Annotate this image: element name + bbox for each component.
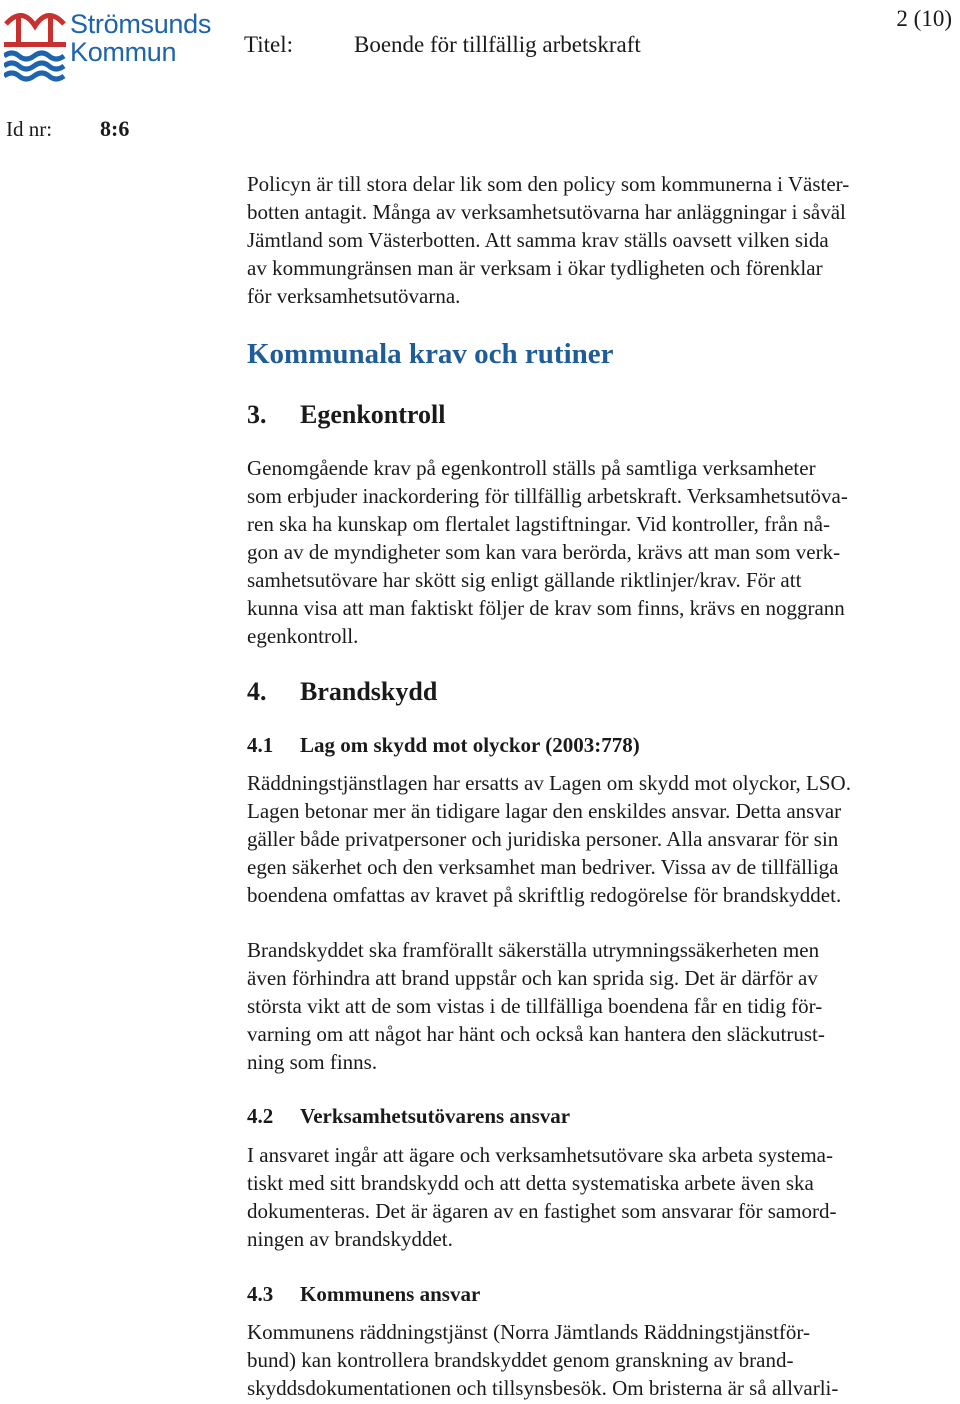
document-title: Boende för tillfällig arbetskraft: [354, 32, 641, 57]
text-line: gäller både privatpersoner och juridiska personer. Alla ansvarar för sin: [247, 827, 839, 851]
section-4-2-paragraph: [247, 1141, 959, 1253]
text-line: ning som finns.: [247, 1050, 378, 1074]
text-line: Jämtland som Västerbotten. Att samma krav ställs oavsett vilken sida: [247, 228, 829, 252]
section-number: 3.: [247, 400, 267, 429]
heading-section-4-1: [247, 731, 640, 759]
section-4-1-paragraph: [247, 769, 959, 909]
text-line: Lagen betonar mer än tidigare lagar den enskildes ansvar. Detta ansvar: [247, 799, 842, 823]
text-line: även förhindra att brand uppstår och kan sprida sig. Det är därför av: [247, 966, 818, 990]
text-line: skyddsdokumentationen och tillsynsbesök. Om bristerna är så allvarli-: [247, 1376, 839, 1400]
text-line: Räddningstjänstlagen har ersatts av Lagen om skydd mot olyckor, LSO.: [247, 771, 851, 795]
page-indicator: 2 (10): [896, 6, 952, 31]
heading-section-4-2: [247, 1102, 570, 1130]
section-title: Verksamhetsutövarens ansvar: [300, 1104, 571, 1128]
section-title: Egenkontroll: [300, 400, 446, 429]
text-line: gon av de myndigheter som kan vara berörda, krävs att man som verk-: [247, 540, 841, 564]
logo-line1: Strömsunds: [70, 9, 212, 39]
text-line: största vikt att de som vistas i de tillfälliga boendena får en tidig för-: [247, 994, 823, 1018]
section-3-paragraph: [247, 454, 959, 650]
heading-section-4-3: [247, 1280, 480, 1308]
text-line: för verksamhetsutövarna.: [247, 284, 461, 308]
heading-section-3: [247, 399, 445, 431]
text-line: samhetsutövare har skött sig enligt gällande riktlinjer/krav. För att: [247, 568, 802, 592]
section-title: Lag om skydd mot olyckor (2003:778): [300, 733, 640, 757]
intro-paragraph: [247, 170, 959, 310]
logo-wordmark: [70, 10, 211, 66]
id-value: 8:6: [100, 116, 130, 141]
id-label: Id nr:: [6, 117, 53, 141]
bridge-emblem-icon: [4, 6, 66, 86]
logo-line2: Kommun: [70, 37, 177, 67]
text-line: ningen av brandskyddet.: [247, 1227, 453, 1251]
text-line: boendena omfattas av kravet på skriftlig redogörelse för brandskyddet.: [247, 883, 842, 907]
text-line: tiskt med sitt brandskydd och att detta systematiska arbete även ska: [247, 1171, 814, 1195]
section-number: 4.1: [247, 733, 274, 757]
text-line: dokumenteras. Det är ägaren av en fastighet som ansvarar för samord-: [247, 1199, 837, 1223]
text-line: egen säkerhet och den verksamhet man bedriver. Vissa av de tillfälliga: [247, 855, 839, 879]
text-line: botten antagit. Många av verksamhetsutövarna har anläggningar i såväl: [247, 200, 846, 224]
text-line: bund) kan kontrollera brandskyddet genom granskning av brand-: [247, 1348, 794, 1372]
section-title: Kommunens ansvar: [300, 1282, 481, 1306]
section-title: Brandskydd: [300, 677, 438, 706]
text-line: I ansvaret ingår att ägare och verksamhetsutövare ska arbeta systema-: [247, 1143, 833, 1167]
text-line: Brandskyddet ska framförallt säkerställa utrymningssäkerheten men: [247, 938, 820, 962]
section-4-3-paragraph: [247, 1318, 959, 1402]
heading-kommunala-krav: Kommunala krav och rutiner: [247, 338, 614, 370]
text-line: varning om att något har hänt och också kan hantera den släckutrust-: [247, 1022, 825, 1046]
section-number: 4.3: [247, 1282, 274, 1306]
title-label: Titel:: [244, 32, 294, 57]
text-line: ren ska ha kunskap om flertalet lagstiftningar. Vid kontroller, från nå-: [247, 512, 831, 536]
text-line: av kommungränsen man är verksam i ökar tydligheten och förenklar: [247, 256, 823, 280]
section-4-1-paragraph-2: [247, 936, 959, 1076]
text-line: Policyn är till stora delar lik som den policy som kommunerna i Väster-: [247, 172, 850, 196]
municipality-logo: [4, 6, 212, 86]
section-number: 4.: [247, 677, 267, 706]
text-line: kunna visa att man faktiskt följer de krav som finns, krävs en noggrann: [247, 596, 845, 620]
heading-section-4: [247, 676, 437, 708]
text-line: Genomgående krav på egenkontroll ställs på samtliga verksamheter: [247, 456, 816, 480]
section-number: 4.2: [247, 1104, 274, 1128]
text-line: Kommunens räddningstjänst (Norra Jämtlands Räddningstjänstför-: [247, 1320, 810, 1344]
text-line: som erbjuder inackordering för tillfällig arbetskraft. Verksamhetsutöva-: [247, 484, 848, 508]
text-line: egenkontroll.: [247, 624, 359, 648]
